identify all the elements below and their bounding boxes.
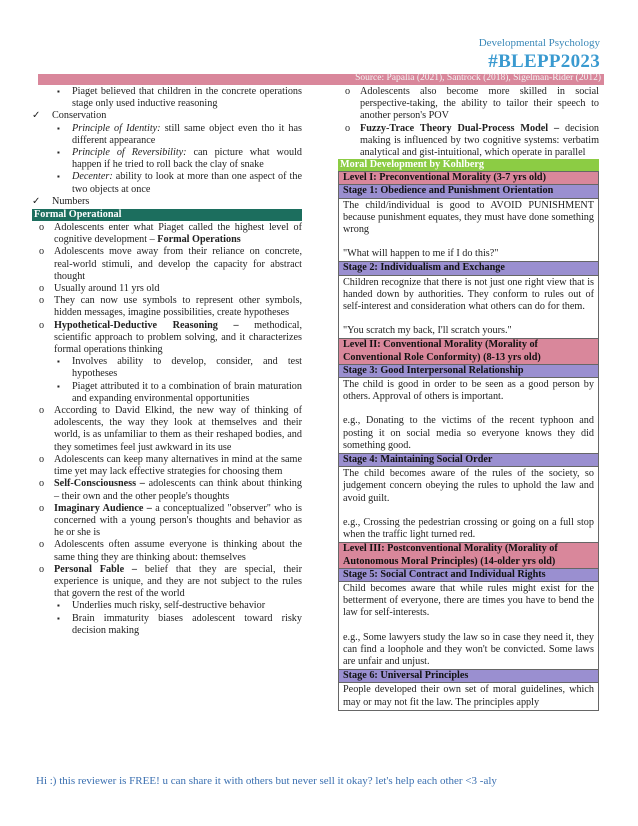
item-text: They can now use symbols to represent other symbols, hidden messages, imagine possibilities, create hypotheses: [54, 295, 302, 319]
list-item: [32, 405, 302, 454]
item-text: Piaget believed that children in the concrete operations stage only used inductive reasoning: [72, 86, 302, 110]
paragraph: People developed their own set of moral guidelines, which may or may not fit the law. The principles apply: [343, 684, 594, 708]
stage-2-text: [339, 275, 598, 339]
list-item: [32, 478, 302, 502]
stage-5-heading: Stage 5: Social Contract and Individual Rights: [339, 568, 598, 581]
item-text: methodical, scientific approach to problem solving, and it characterizes formal operations thinking: [54, 319, 302, 356]
list-item: [32, 320, 302, 357]
item-text: Adolescents enter what Piaget called the highest level of cognitive development –: [54, 222, 302, 246]
list-item: [32, 295, 302, 319]
circle-bullet-icon: o: [39, 478, 45, 490]
left-column: [32, 86, 302, 637]
check-bullet-icon: ✓: [32, 195, 41, 207]
stage-2-heading: Stage 2: Individualism and Exchange: [339, 261, 598, 274]
circle-bullet-icon: o: [39, 222, 45, 234]
quote: "You scratch my back, I'll scratch yours.": [343, 325, 512, 337]
kohlberg-table: [338, 171, 599, 711]
circle-bullet-icon: o: [39, 283, 45, 295]
list-item: [32, 539, 302, 563]
item-text: Adolescents can keep many alternatives in mind at the same time yet may lack effective strategies for choosing them: [54, 453, 302, 478]
item-text: can picture what would happen if he tried to roll back the clay of snake: [72, 147, 302, 171]
list-item: [32, 503, 302, 540]
circle-bullet-icon: o: [39, 539, 45, 551]
term: Decenter:: [72, 171, 113, 183]
paragraph: The child/individual is good to AVOID PUNISHMENT because punishment equates, they must have done something wrong: [343, 199, 594, 236]
list-item: [32, 356, 302, 380]
item-text: decision making is influenced by two cognitive systems: verbatim analytical and gist-intuitional, which operate in parallel: [360, 122, 600, 159]
term: Principle of Identity:: [72, 122, 161, 134]
item-text: adolescents can think about thinking – their own and the other people's thoughts: [54, 478, 302, 502]
term: Principle of Reversibility:: [72, 147, 187, 159]
stage-1-text: [339, 198, 598, 262]
square-bullet-icon: ▪: [57, 381, 60, 391]
item-text: Involves ability to develop, consider, and test hypotheses: [72, 356, 302, 380]
item-text: Brain immaturity biases adolescent toward risky decision making: [72, 612, 302, 636]
list-item: [32, 600, 302, 612]
source-bar: [38, 74, 604, 85]
example: e.g., Crossing the pedestrian crossing or going on a full stop when the traffic light turned red.: [343, 516, 594, 541]
circle-bullet-icon: o: [39, 502, 45, 514]
square-bullet-icon: ▪: [57, 148, 60, 158]
item-text: still same object even tho it has different appearance: [72, 122, 302, 146]
subject-title: Developmental Psychology: [478, 37, 600, 49]
item-text: ability to look at more than one aspect of the two objects at once: [72, 171, 302, 195]
example: e.g., Some lawyers study the law so in case they need it, they can find a loophole and they won't be convicted. Some laws are unfair and unjust.: [343, 631, 594, 667]
stage-4-text: [339, 466, 598, 542]
square-bullet-icon: ▪: [57, 172, 60, 182]
list-item: [338, 123, 599, 160]
stage-6-text: [339, 682, 598, 709]
item-text: According to David Elkind, the new way of thinking of adolescents, the way they look at themselves and their world, is as unfamiliar to them as their reshaped bodies, and they sometimes feel just awkward in its use: [54, 405, 302, 453]
list-item: [32, 110, 302, 122]
right-column: [338, 86, 599, 711]
stage-4-heading: Stage 4: Maintaining Social Order: [339, 453, 598, 466]
list-item: [32, 147, 302, 171]
circle-bullet-icon: o: [345, 122, 351, 134]
square-bullet-icon: ▪: [57, 123, 60, 133]
square-bullet-icon: ▪: [57, 357, 60, 367]
term: Hypothetical-Deductive Reasoning –: [54, 319, 239, 331]
list-item: [32, 196, 302, 208]
paragraph: Children recognize that there is not just one right view that is handed down by authorities. They conform to rules out of self-interest and consideration what others can do for them.: [343, 276, 594, 313]
level-3-heading: Level III: Postconventional Morality (Morality of Autonomous Moral Principles) (14-older yrs old): [339, 542, 598, 567]
list-item: [32, 564, 302, 601]
list-item: [32, 222, 302, 246]
stage-6-heading: Stage 6: Universal Principles: [339, 669, 598, 682]
list-item: [32, 381, 302, 405]
list-item: [32, 171, 302, 195]
level-1-heading: Level I: Preconventional Morality (3-7 yrs old): [339, 171, 598, 184]
example: e.g., Donating to the victims of the recent typhoon and posting it on social media so everyone knows they did something good.: [343, 415, 594, 451]
term: Imaginary Audience –: [54, 502, 152, 514]
stage-1-heading: Stage 1: Obedience and Punishment Orientation: [339, 184, 598, 197]
term: Formal Operations: [157, 234, 241, 246]
circle-bullet-icon: o: [39, 563, 45, 575]
circle-bullet-icon: o: [39, 295, 45, 307]
level-2-heading: Level II: Conventional Morality (Morality of Conventional Role Conformity) (8-13 yrs old): [339, 338, 598, 363]
list-item: [32, 454, 302, 478]
stage-5-text: [339, 581, 598, 669]
item-text: Adolescents also become more skilled in social perspective-taking, the ability to tailor their speech to another person's POV: [360, 86, 599, 122]
circle-bullet-icon: o: [39, 453, 45, 465]
stage-3-heading: Stage 3: Good Interpersonal Relationship: [339, 364, 598, 377]
paragraph: The child becomes aware of the rules of the society, so judgement concern obeying the rules to uphold the law and avoid guilt.: [343, 468, 594, 504]
circle-bullet-icon: o: [345, 86, 351, 97]
kohlberg-heading: Moral Development by Kohlberg: [338, 159, 599, 171]
list-item: [32, 86, 302, 110]
circle-bullet-icon: o: [39, 405, 45, 417]
term: Self-Consciousness –: [54, 478, 145, 490]
square-bullet-icon: ▪: [57, 613, 60, 623]
item-text: Adolescents often assume everyone is thinking about the same thing they are thinking about: themselves: [54, 539, 302, 563]
term: Personal Fable –: [54, 563, 138, 575]
circle-bullet-icon: o: [39, 246, 45, 258]
quote: "What will happen to me if I do this?": [343, 248, 499, 260]
stage-3-text: [339, 377, 598, 453]
list-item: [32, 123, 302, 147]
term: Fuzzy-Trace Theory Dual-Process Model –: [360, 122, 560, 134]
section-heading-formal: Formal Operational: [32, 209, 302, 221]
list-item: [32, 283, 302, 295]
item-text: belief that they are special, their experience is unique, and they are not subject to the rules that govern the rest of the world: [54, 563, 303, 600]
hashtag-title: #BLEPP2023: [488, 51, 600, 72]
item-text: a conceptualized "observer" who is concerned with a young person's thoughts and behavior as he or she is: [54, 502, 303, 539]
item-text: Piaget attributed it to a combination of brain maturation and expanding environmental opportunities: [72, 380, 302, 404]
circle-bullet-icon: o: [39, 319, 45, 331]
footer-note: Hi :) this reviewer is FREE! u can share it with others but never sell it okay? let's help each other <3 -aly: [36, 775, 497, 787]
item-text: Conservation: [52, 110, 107, 122]
item-text: Usually around 11 yrs old: [54, 283, 160, 295]
list-item: [32, 246, 302, 283]
list-item: [32, 613, 302, 637]
source-text: Source: Papalia (2021), Santrock (2018), Sigelman-Rider (2012): [355, 73, 601, 83]
paragraph: Child becomes aware that while rules might exist for the betterment of everyone, there are times you have to bend the law for self-interests.: [343, 582, 594, 619]
check-bullet-icon: ✓: [32, 110, 41, 122]
square-bullet-icon: ▪: [57, 601, 60, 611]
item-text: Numbers: [52, 195, 90, 207]
list-item: [338, 86, 599, 123]
square-bullet-icon: ▪: [57, 87, 60, 96]
item-text: Adolescents move away from their reliance on concrete, real-world stimuli, and develop the capacity for abstract thought: [54, 246, 302, 282]
item-text: Underlies much risky, self-destructive behavior: [72, 600, 266, 612]
paragraph: The child is good in order to be seen as a good person by others. Approval of others is important.: [343, 379, 594, 403]
